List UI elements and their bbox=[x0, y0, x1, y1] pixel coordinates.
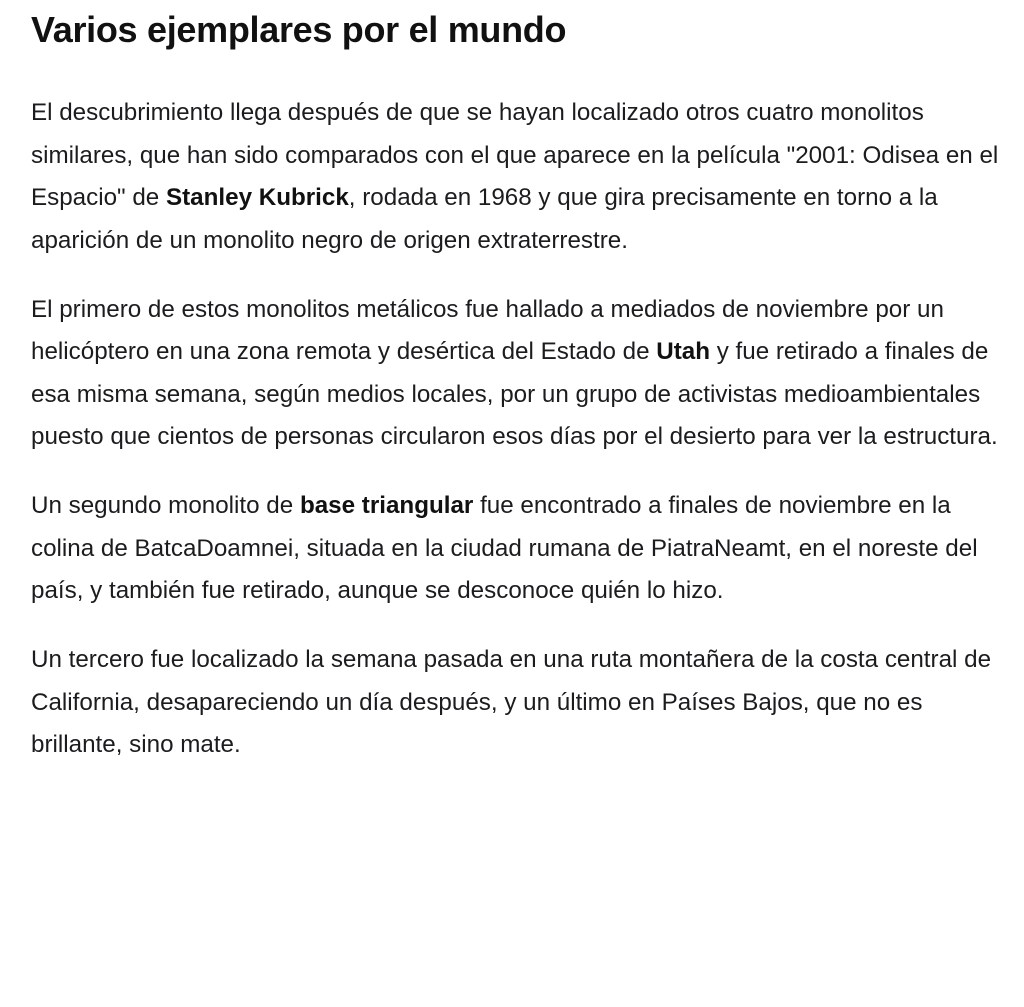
bold-text-base-triangular: base triangular bbox=[299, 492, 474, 519]
paragraph-text: y fue retirado a finales de esa misma semana, según medios locales, por un grupo de activistas medioambientales puesto que cientos de personas circularon esos días por el desierto para ver la estructura. bbox=[31, 338, 998, 450]
paragraph-text: Un segundo monolito de bbox=[31, 492, 300, 519]
paragraph-text: Un tercero fue localizado la semana pasada en una ruta montañera de la costa central de California, desapareciendo un día después, y un último en Países Bajos, que no es brillante, sino mate. bbox=[31, 646, 992, 758]
paragraph-text: fue encontrado a finales de noviembre en la colina de BatcaDoamnei, situada en la ciudad rumana de PiatraNeamt, en el noreste del país, y también fue retirado, aunque se desconoce quién lo hizo. bbox=[31, 492, 978, 604]
paragraph-california bbox=[31, 639, 1002, 767]
paragraph-text: El primero de estos monolitos metálicos fue hallado a mediados de noviembre por un helicóptero en una zona remota y desértica del Estado de bbox=[31, 295, 944, 365]
paragraph-text: , rodada en 1968 y que gira precisamente en torno a la aparición de un monolito negro de origen extraterrestre. bbox=[31, 184, 938, 254]
paragraph-romania bbox=[31, 485, 1002, 613]
article-heading: Varios ejemplares por el mundo bbox=[31, 9, 567, 50]
paragraph-utah bbox=[31, 289, 1002, 459]
paragraph-kubrick bbox=[31, 92, 1002, 262]
bold-text-stanley-kubrick: Stanley Kubrick bbox=[165, 184, 349, 211]
bold-text-utah: Utah bbox=[656, 338, 710, 365]
paragraph-text: El descubrimiento llega después de que se hayan localizado otros cuatro monolitos similares, que han sido comparados con el que aparece en la película "2001: Odisea en el Espacio" de bbox=[31, 99, 999, 211]
